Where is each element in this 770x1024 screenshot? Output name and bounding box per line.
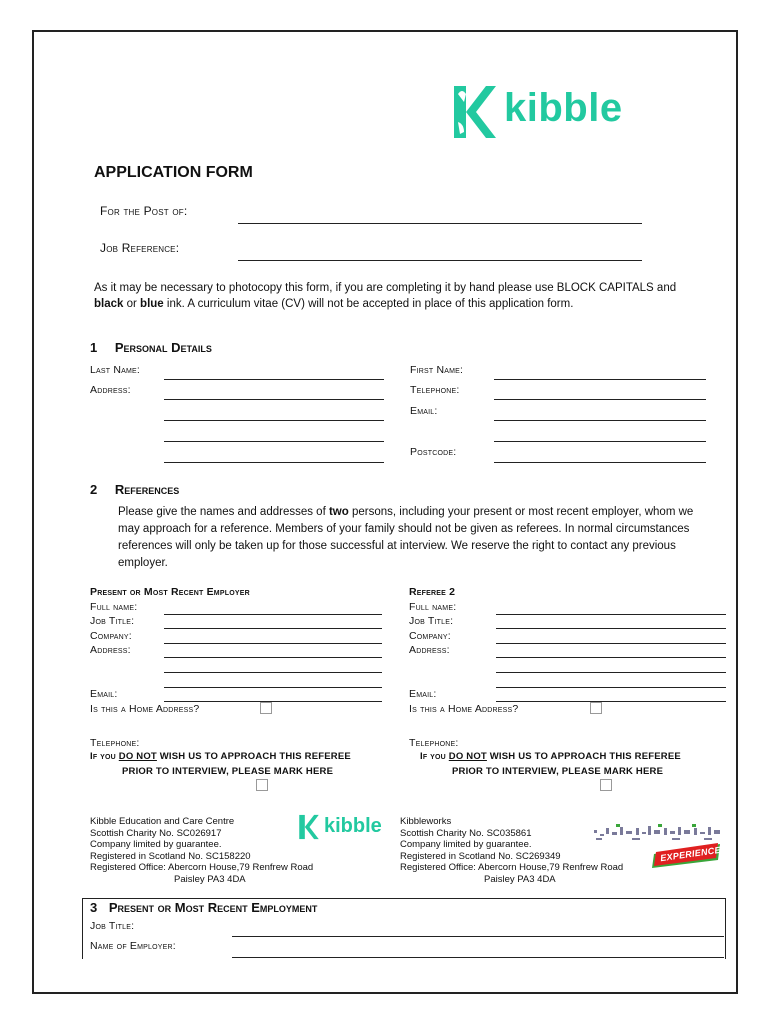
right-email-label: Email: <box>409 688 437 700</box>
right-approach-notice: If you DO NOT WISH US TO APPROACH THIS REFEREE <box>420 751 681 762</box>
section2-heading: 2 References <box>90 482 180 497</box>
application-form-page <box>32 30 738 994</box>
postcode-label: Postcode: <box>410 446 457 458</box>
left-full-name-label: Full name: <box>90 601 138 613</box>
section3-job-title-label: Job Title: <box>90 920 135 932</box>
telephone-label: Telephone: <box>410 384 460 396</box>
left-email-label: Email: <box>90 688 118 700</box>
address-input-line-3[interactable] <box>164 441 384 442</box>
right-job-title-label: Job Title: <box>409 615 454 627</box>
section3-heading: 3 Present or Most Recent Employment <box>90 900 318 915</box>
address-input-line-4[interactable] <box>164 462 384 463</box>
left-approach-notice-line2: PRIOR TO INTERVIEW, PLEASE MARK HERE <box>122 766 334 777</box>
footer-kibble-logo: kibble <box>298 814 388 842</box>
left-company-input-line[interactable] <box>164 643 382 644</box>
left-address-label: Address: <box>90 644 131 656</box>
kibbleworks-logo <box>592 822 724 872</box>
first-name-input-line[interactable] <box>494 379 706 380</box>
address-input-line-1[interactable] <box>164 399 384 400</box>
left-home-address-checkbox[interactable] <box>260 702 272 714</box>
job-reference-input-line[interactable] <box>238 260 642 261</box>
left-home-address-question: Is this a Home Address? <box>90 703 200 715</box>
intro-paragraph: As it may be necessary to photocopy this form, if you are completing it by hand please use BLOCK CAPITALS and black or blue ink. A curriculum vitae (CV) will not be accepted in place of this application form. <box>94 282 677 310</box>
left-address-input-line-2[interactable] <box>164 672 382 673</box>
section3-employer-label: Name of Employer: <box>90 940 176 952</box>
experience-badge-text: EXPERIENCE <box>659 844 722 864</box>
last-name-input-line[interactable] <box>164 379 384 380</box>
right-approach-notice-line2: PRIOR TO INTERVIEW, PLEASE MARK HERE <box>452 766 664 777</box>
left-approach-notice: If you DO NOT WISH US TO APPROACH THIS REFEREE <box>90 751 351 762</box>
section3-job-title-input-line[interactable] <box>232 936 724 937</box>
right-email-input-line[interactable] <box>496 701 726 702</box>
post-label: For the Post of: <box>100 204 188 218</box>
extra-input-line[interactable] <box>494 441 706 442</box>
postcode-input-line[interactable] <box>494 462 706 463</box>
right-address-label: Address: <box>409 644 450 656</box>
right-do-not-approach-checkbox[interactable] <box>600 779 612 791</box>
left-job-title-input-line[interactable] <box>164 628 382 629</box>
job-reference-label: Job Reference: <box>100 241 180 255</box>
referee2-heading: Referee 2 <box>409 586 456 598</box>
post-input-line[interactable] <box>238 223 642 224</box>
references-paragraph: Please give the names and addresses of two persons, including your present or most recent employer, whom we may approach for a reference. Members of your family should not be given as referees. In normal circumstances references will only be taken up for those successful at interview. We reserve the right to contact any previous employer. <box>118 506 694 569</box>
email-input-line[interactable] <box>494 420 706 421</box>
left-company-label: Company: <box>90 630 132 642</box>
kibble-k-mark-icon <box>452 84 498 140</box>
left-full-name-input-line[interactable] <box>164 614 382 615</box>
right-job-title-input-line[interactable] <box>496 628 726 629</box>
right-company-label: Company: <box>409 630 451 642</box>
footer-right-company-info: Kibbleworks Scottish Charity No. SC035861 Company limited by guarantee. Registered in Scotland No. SC269349 Registered Office: Abercorn House,79 Renfrew Road Paisley PA3 4DA <box>400 816 624 885</box>
form-title: APPLICATION FORM <box>94 164 253 181</box>
right-full-name-input-line[interactable] <box>496 614 726 615</box>
right-address-input-line-2[interactable] <box>496 672 726 673</box>
left-address-input-line-1[interactable] <box>164 657 382 658</box>
section3-employer-input-line[interactable] <box>232 957 724 958</box>
left-do-not-approach-checkbox[interactable] <box>256 779 268 791</box>
telephone-input-line[interactable] <box>494 399 706 400</box>
right-home-address-checkbox[interactable] <box>590 702 602 714</box>
section1-heading: 1 Personal Details <box>90 340 212 355</box>
left-job-title-label: Job Title: <box>90 615 135 627</box>
right-home-address-question: Is this a Home Address? <box>409 703 519 715</box>
last-name-label: Last Name: <box>90 364 141 376</box>
right-full-name-label: Full name: <box>409 601 457 613</box>
footer-left-company-info: Kibble Education and Care Centre Scottish Charity No. SC026917 Company limited by guarantee. Registered in Scotland No. SC158220 Registered Office: Abercorn House,79 Renfrew Road Paisley PA3 4DA <box>90 816 314 885</box>
right-telephone-label: Telephone: <box>409 737 459 749</box>
left-telephone-label: Telephone: <box>90 737 140 749</box>
left-address-input-line-3[interactable] <box>164 687 382 688</box>
address-input-line-2[interactable] <box>164 420 384 421</box>
footer-kibble-k-icon <box>298 814 320 840</box>
left-email-input-line[interactable] <box>164 701 382 702</box>
employer-heading: Present or Most Recent Employer <box>90 586 250 598</box>
address-label: Address: <box>90 384 131 396</box>
right-company-input-line[interactable] <box>496 643 726 644</box>
right-address-input-line-1[interactable] <box>496 657 726 658</box>
brand-name: kibble <box>504 86 623 130</box>
email-label: Email: <box>410 405 438 417</box>
first-name-label: First Name: <box>410 364 464 376</box>
kibble-logo <box>452 84 632 140</box>
right-address-input-line-3[interactable] <box>496 687 726 688</box>
